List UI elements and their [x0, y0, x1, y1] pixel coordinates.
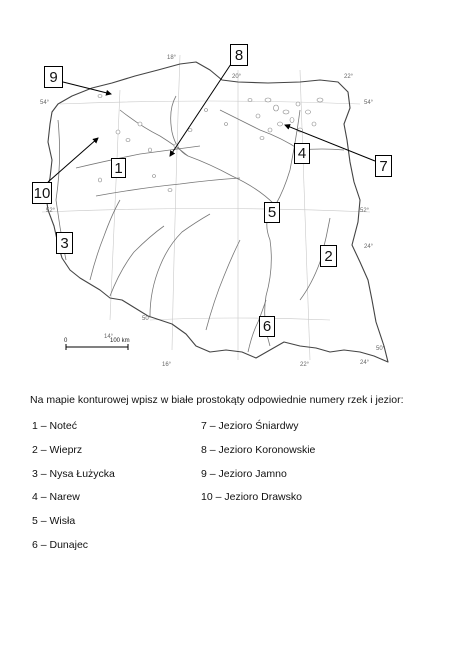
answer-box-7[interactable]: 7: [375, 155, 392, 177]
legend-item: 9 – Jezioro Jamno: [201, 468, 287, 480]
legend-item: 5 – Wisła: [32, 515, 76, 527]
scale-bar: [66, 344, 128, 350]
degree-label: 14°: [104, 334, 114, 340]
degree-label: 20°: [232, 74, 242, 80]
legend-item: 6 – Dunajec: [32, 539, 89, 551]
degree-label: 50°: [376, 346, 386, 352]
legend-item: 7 – Jezioro Śniardwy: [201, 420, 299, 432]
degree-label: 50°: [142, 316, 152, 322]
scale-end-label: 100 km: [110, 338, 130, 344]
answer-box-4[interactable]: 4: [294, 143, 310, 164]
degree-label: 24°: [360, 360, 370, 366]
legend-item: 4 – Narew: [32, 491, 80, 503]
answer-box-8[interactable]: 8: [230, 44, 248, 66]
task-instruction: Na mapie konturowej wpisz w białe prostokąty odpowiednie numery rzek i jezior:: [30, 394, 404, 406]
answer-box-1[interactable]: 1: [111, 158, 126, 178]
legend-item: 2 – Wieprz: [32, 444, 83, 456]
degree-label: 22°: [344, 74, 354, 80]
degree-label: 18°: [167, 55, 177, 61]
answer-box-6[interactable]: 6: [259, 316, 275, 337]
degree-label: 52°: [46, 208, 56, 214]
degree-label: 22°: [300, 362, 310, 368]
degree-label: 16°: [162, 362, 172, 368]
answer-box-5[interactable]: 5: [264, 202, 280, 223]
scale-start-label: 0: [64, 338, 68, 344]
answer-box-9[interactable]: 9: [44, 66, 63, 88]
degree-label: 24°: [364, 244, 374, 250]
legend-item: 10 – Jezioro Drawsko: [201, 491, 302, 503]
pointer-arrows: [48, 64, 375, 182]
legend-item: 8 – Jezioro Koronowskie: [201, 444, 316, 456]
arrow-10: [48, 138, 98, 182]
poland-border: [46, 62, 388, 362]
rivers: [56, 96, 344, 352]
arrow-9: [63, 82, 111, 94]
degree-label: 52°: [360, 208, 370, 214]
degree-label: 54°: [364, 100, 374, 106]
degree-label: 54°: [40, 100, 50, 106]
answer-box-3[interactable]: 3: [56, 232, 73, 254]
answer-box-10[interactable]: 10: [32, 182, 52, 204]
legend-item: 1 – Noteć: [32, 420, 77, 432]
legend-item: 3 – Nysa Łużycka: [32, 468, 115, 480]
answer-box-2[interactable]: 2: [320, 245, 337, 267]
